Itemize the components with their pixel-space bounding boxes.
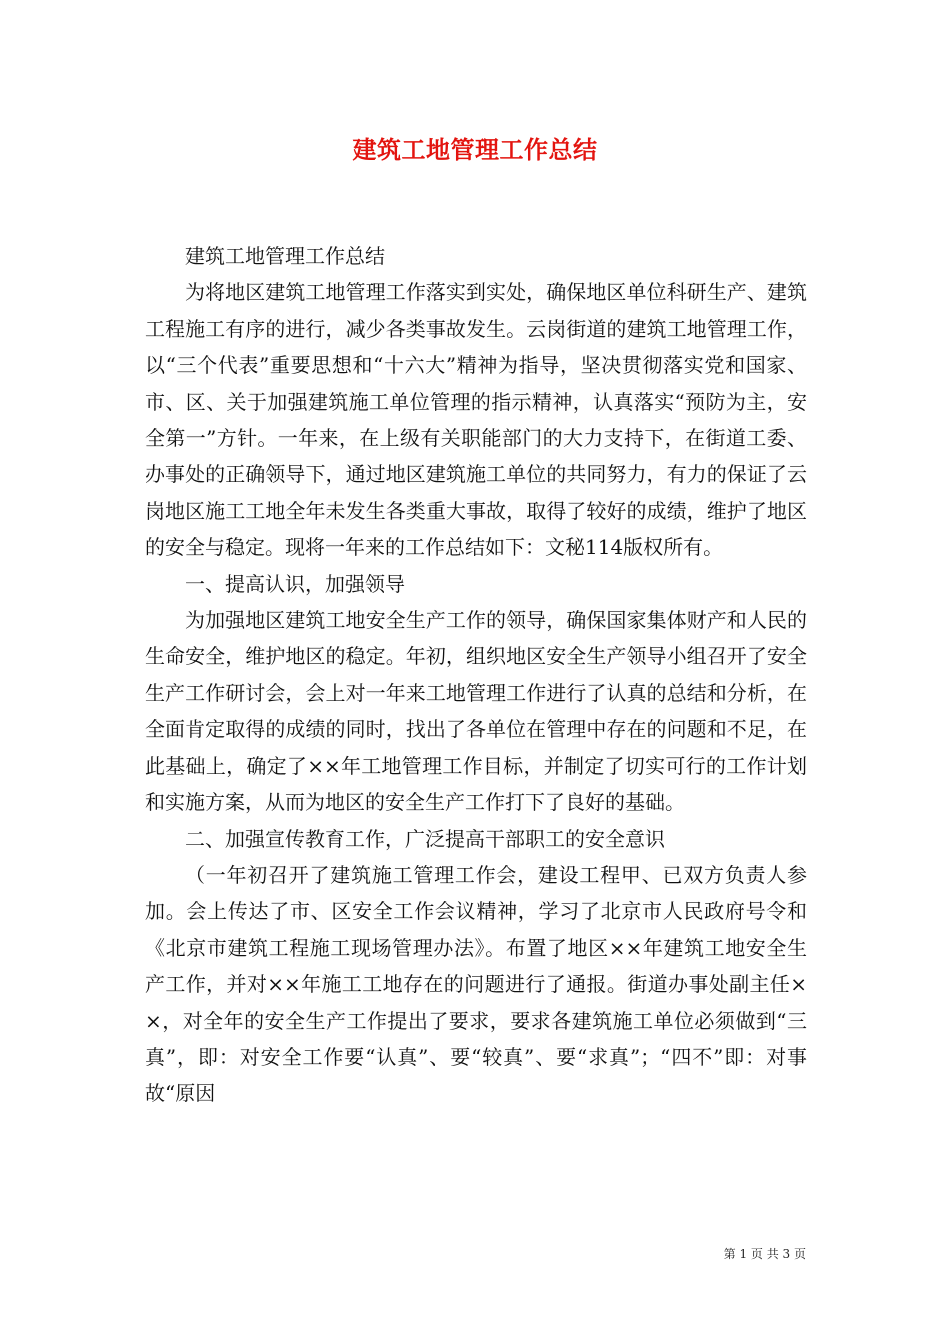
section-heading-2: 二、加强宣传教育工作，广泛提高干部职工的安全意识: [185, 826, 665, 851]
section-2-paragraph: （一年初召开了建筑施工管理工作会，建设工程甲、已双方负责人参加。会上传达了市、区安全工作会议精神，学习了北京市人民政府号令和《北京市建筑工程施工现场管理办法》。布置了地区××年建筑工地安全生产工作，并对××年施工工地存在的问题进行了通报。街道办事处副主任××，对全年的安全生产工作提出了要求，要求各建筑施工单位必须做到“三真”，即：对安全工作要“认真”、要“较真”、要“求真”；“四不”即：对事故“原因: [145, 862, 807, 1106]
document-title: 建筑工地管理工作总结: [352, 135, 598, 164]
section-heading-1: 一、提高认识，加强领导: [185, 571, 405, 596]
subtitle-paragraph: 建筑工地管理工作总结: [185, 244, 385, 268]
page-number-footer: 第 1 页 共 3 页: [723, 1247, 806, 1261]
section-1-paragraph: 为加强地区建筑工地安全生产工作的领导，确保国家集体财产和人民的生命安全，维护地区的稳定。年初，组织地区安全生产领导小组召开了安全生产工作研讨会，会上对一年来工地管理工作进行了认真的总结和分析，在全面肯定取得的成绩的同时，找出了各单位在管理中存在的问题和不足，在此基础上，确定了××年工地管理工作目标，并制定了切实可行的工作计划和实施方案，从而为地区的安全生产工作打下了良好的基础。: [145, 608, 807, 815]
document-body: [145, 238, 807, 1112]
intro-paragraph: 为将地区建筑工地管理工作落实到实处，确保地区单位科研生产、建筑工程施工有序的进行，减少各类事故发生。云岗街道的建筑工地管理工作，以“三个代表”重要思想和“十六大”精神为指导，坚决贯彻落实党和国家、市、区、关于加强建筑施工单位管理的指示精神，认真落实“预防为主，安全第一”方针。一年来，在上级有关职能部门的大力支持下，在街道工委、办事处的正确领导下，通过地区建筑施工单位的共同努力，有力的保证了云岗地区施工工地全年未发生各类重大事故，取得了较好的成绩，维护了地区的安全与稳定。现将一年来的工作总结如下：文秘114版权所有。: [145, 280, 807, 560]
